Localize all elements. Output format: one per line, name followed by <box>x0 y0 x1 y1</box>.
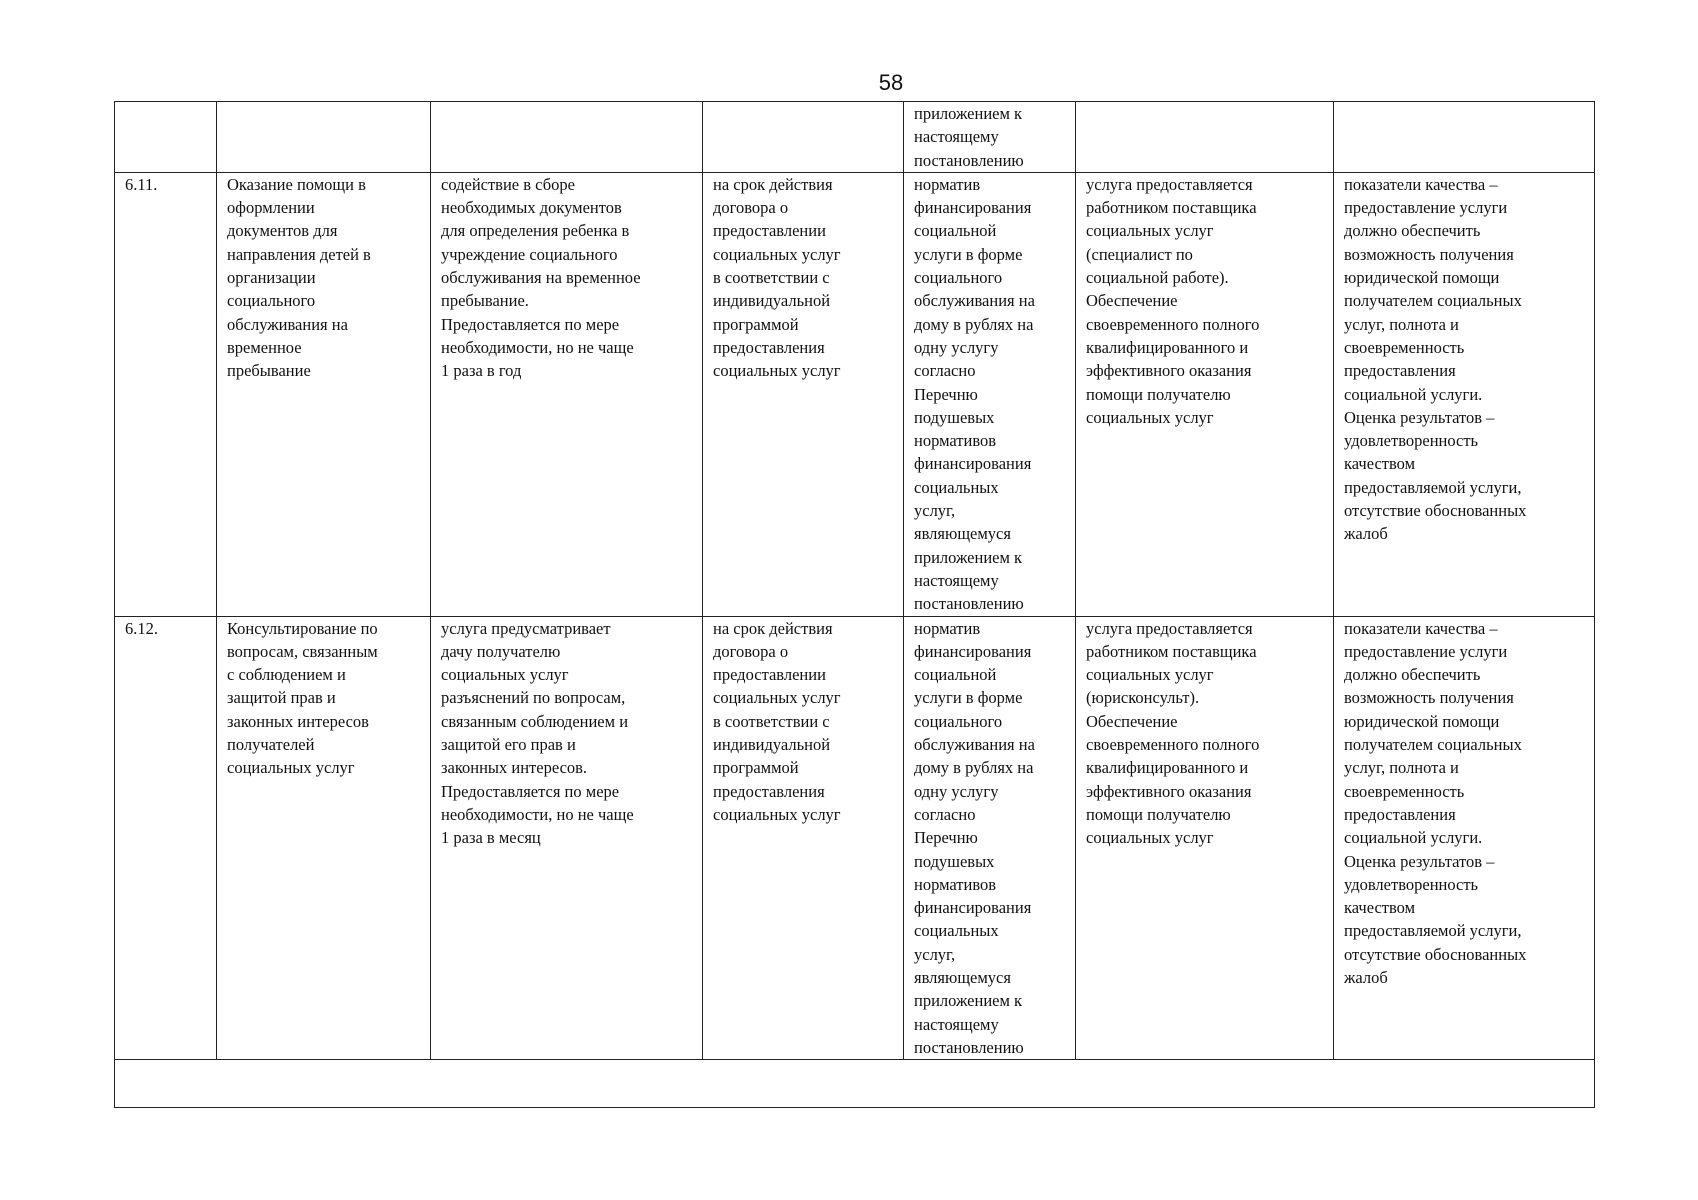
service-description-cell: содействие в сборе необходимых документов для определения ребенка в учреждение социального обслуживания на временное пребывание. Предоставляется по мере необходимости, но не чаще 1 раза в год <box>431 172 703 616</box>
table-row <box>115 616 1595 1060</box>
service-name-cell: Консультирование по вопросам, связанным с соблюдением и защитой прав и законных интересов получателей социальных услуг <box>217 616 431 1060</box>
service-name-cell: Оказание помощи в оформлении документов для направления детей в организации социального обслуживания на временное пребывание <box>217 172 431 616</box>
page-number: 58 <box>878 70 904 95</box>
service-quality-cell: показатели качества – предоставление услуги должно обеспечить возможность получения юридической помощи получателем социальных услуг, полнота и своевременность предоставления социальной услуги. Оценка результатов – удовлетворенность качеством предоставляемой услуги, отсутствие обоснованных жалоб <box>1334 172 1595 616</box>
service-conditions-cell: услуга предоставляется работником поставщика социальных услуг (специалист по социальной работе). Обеспечение своевременного полного квалифицированного и эффективного оказания помощи получателю социальных услуг <box>1076 172 1334 616</box>
service-norm-cell: норматив финансирования социальной услуги в форме социального обслуживания на дому в рублях на одну услугу согласно Перечню подушевых нормативов финансирования социальных услуг, являющемуся приложением к настоящему постановлению <box>904 616 1076 1060</box>
table-row <box>115 172 1595 616</box>
empty-footer-row <box>115 1060 1595 1108</box>
service-norm-cell: норматив финансирования социальной услуги в форме социального обслуживания на дому в рублях на одну услугу согласно Перечню подушевых нормативов финансирования социальных услуг, являющемуся приложением к настоящему постановлению <box>904 172 1076 616</box>
service-term-cell: на срок действия договора о предоставлении социальных услуг в соответствии с индивидуальной программой предоставления социальных услуг <box>703 172 904 616</box>
services-table <box>114 101 1595 1108</box>
row-number-cell: 6.11. <box>115 172 217 616</box>
service-term-cell: на срок действия договора о предоставлении социальных услуг в соответствии с индивидуальной программой предоставления социальных услуг <box>703 616 904 1060</box>
service-quality-cell: показатели качества – предоставление услуги должно обеспечить возможность получения юридической помощи получателем социальных услуг, полнота и своевременность предоставления социальной услуги. Оценка результатов – удовлетворенность качеством предоставляемой услуги, отсутствие обоснованных жалоб <box>1334 616 1595 1060</box>
service-description-cell: услуга предусматривает дачу получателю социальных услуг разъяснений по вопросам, связанным соблюдением и защитой его прав и законных интересов. Предоставляется по мере необходимости, но не чаще 1 раза в месяц <box>431 616 703 1060</box>
continuation-row <box>115 102 1595 173</box>
continuation-norm-cell: приложением к настоящему постановлению <box>904 102 1076 173</box>
row-number-cell: 6.12. <box>115 616 217 1060</box>
service-conditions-cell: услуга предоставляется работником поставщика социальных услуг (юрисконсульт). Обеспечение своевременного полного квалифицированного и эффективного оказания помощи получателю социальных услуг <box>1076 616 1334 1060</box>
